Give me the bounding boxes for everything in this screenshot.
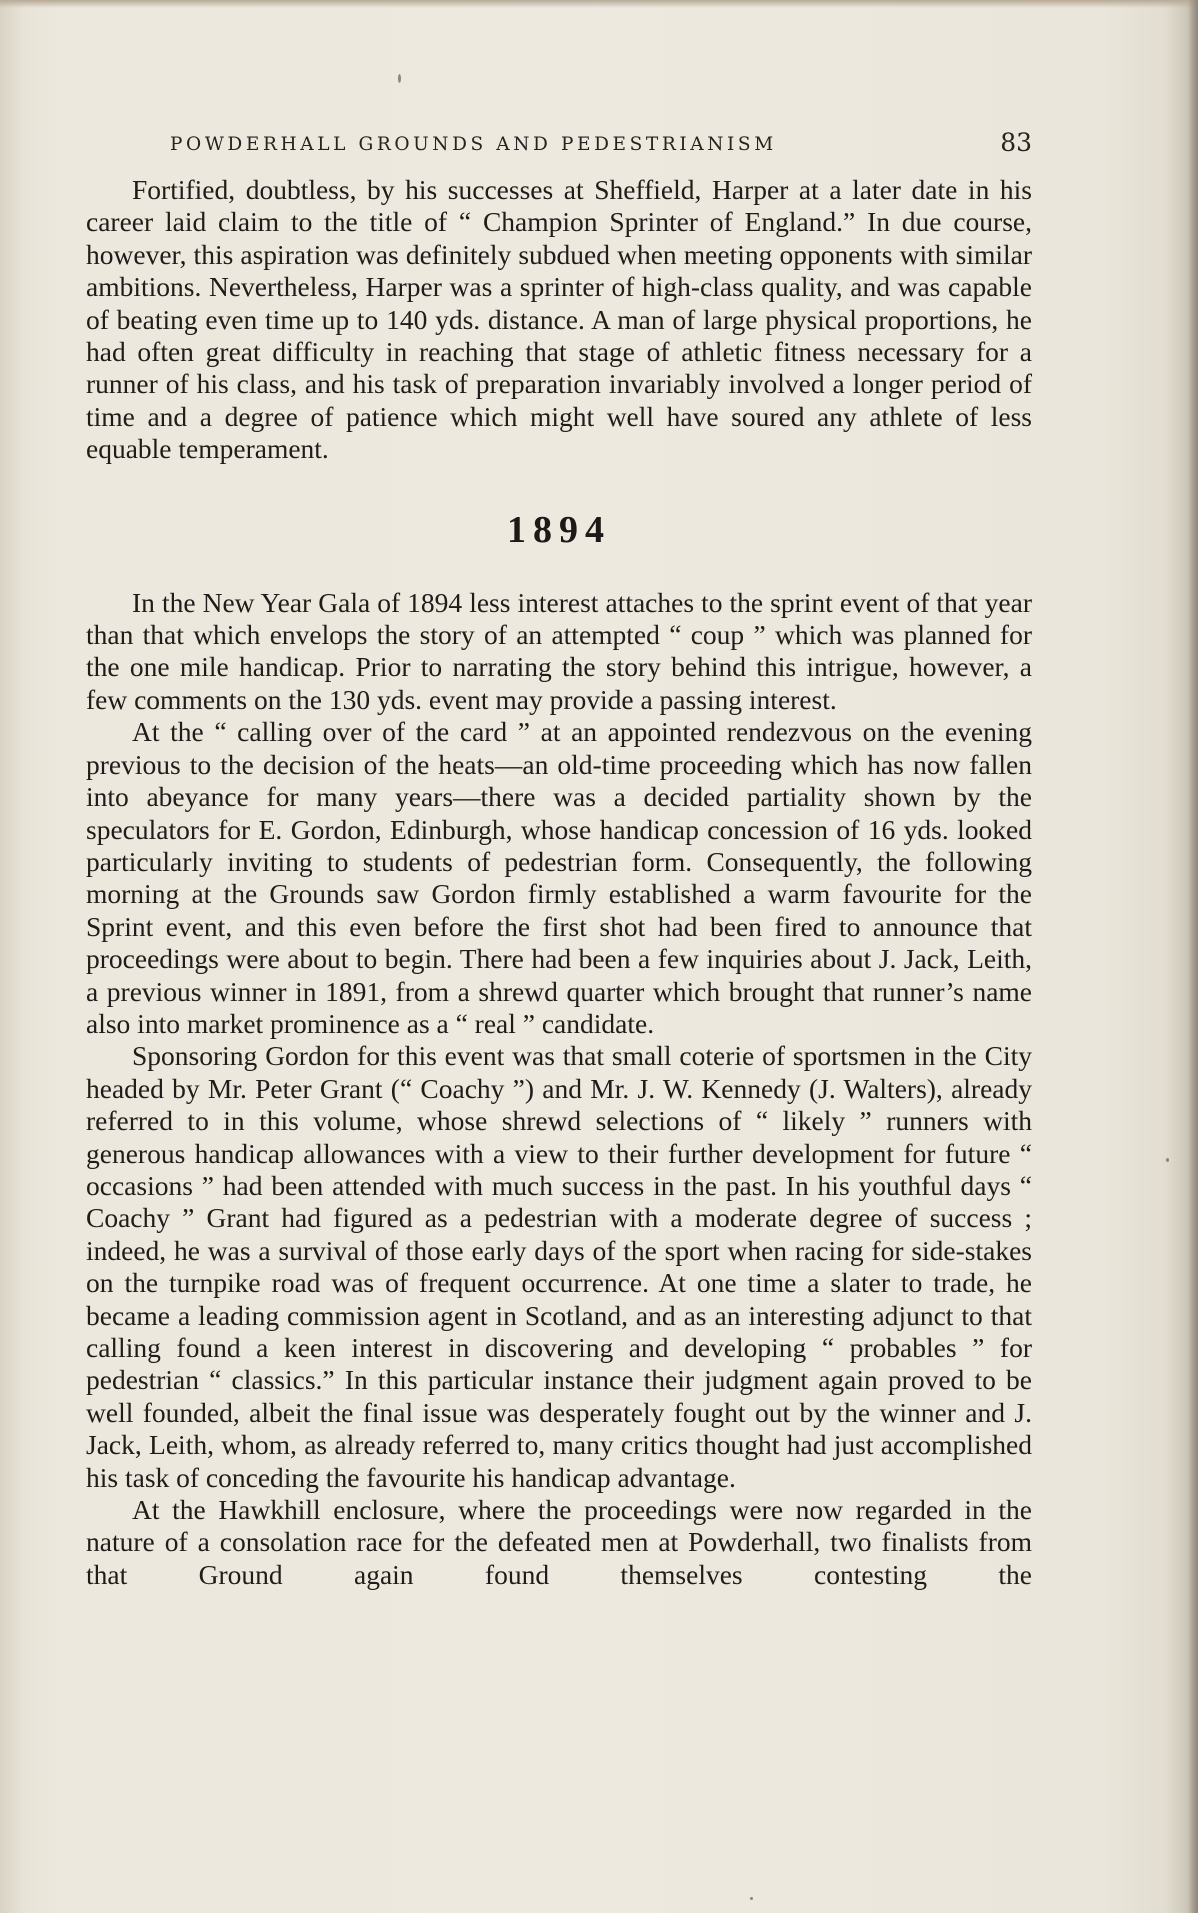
paragraph: At the “ calling over of the card ” at an appointed rendezvous on the evening previous to the decision of the heats—an old-time proceeding which has now fallen into abeyance for many years—there was a decided partiality shown by the speculators for E. Gordon, Edinburgh, whose handicap concession of 16 yds. looked particularly inviting to students of pedestrian form. Consequently, the following morning at the Grounds saw Gordon firmly established a warm favourite for the Sprint event, and this even before the first shot had been fired to announce that proceedings were about to begin. There had been a few inquiries about J. Jack, Leith, a previous winner in 1891, from a shrewd quarter which brought that runner’s name also into market prominence as a “ real ” candidate. bbox=[86, 716, 1032, 1039]
paper-speck bbox=[750, 1897, 753, 1900]
page-number: 83 bbox=[1000, 128, 1032, 157]
page-binding-edge bbox=[1188, 0, 1198, 1913]
running-title: POWDERHALL GROUNDS AND PEDESTRIANISM bbox=[170, 134, 777, 155]
paragraph: Fortified, doubtless, by his successes at Sheffield, Harper at a later date in his career laid claim to the title of “ Champion Sprinter of England.” In due course, however, this aspiration was definitely subdued when meeting opponents with similar ambitions. Nevertheless, Harper was a sprinter of high-class quality, and was capable of beating even time up to 140 yds. distance. A man of large physical proportions, he had often great difficulty in reaching that stage of athletic fitness necessary for a runner of his class, and his task of preparation invariably involved a longer period of time and a degree of patience which might well have soured any athlete of less equable temperament. bbox=[86, 174, 1032, 465]
page-top-shadow bbox=[0, 0, 1198, 8]
section-heading: 1894 bbox=[507, 508, 611, 551]
running-head bbox=[170, 128, 1040, 162]
paper-speck bbox=[1166, 1158, 1169, 1162]
paper-speck bbox=[398, 74, 401, 83]
body-text bbox=[86, 174, 1032, 1591]
paragraph: Sponsoring Gordon for this event was that small coterie of sportsmen in the City headed by Mr. Peter Grant (“ Coachy ”) and Mr. J. W. Kennedy (J. Walters), already referred to in this volume, whose shrewd selections of “ likely ” runners with generous handicap allowances with a view to their further development for future “ occasions ” had been attended with much success in the past. In his youthful days “ Coachy ” Grant had figured as a pedestrian with a moderate degree of success ; indeed, he was a survival of those early days of the sport when racing for side-stakes on the turnpike road was of frequent occurrence. At one time a slater to trade, he became a leading commission agent in Scotland, and as an interesting adjunct to that calling found a keen interest in discovering and developing “ probables ” for pedestrian “ classics.” In this particular instance their judgment again proved to be well founded, albeit the final issue was desperately fought out by the winner and J. Jack, Leith, whom, as already referred to, many critics thought had just accomplished his task of conceding the favourite his handicap advantage. bbox=[86, 1040, 1032, 1493]
paragraph: At the Hawkhill enclosure, where the proceedings were now regarded in the nature of a consolation race for the defeated men at Powderhall, two finalists from that Ground again found themselves contesting the bbox=[86, 1494, 1032, 1590]
paragraph: In the New Year Gala of 1894 less interest attaches to the sprint event of that year than that which envelops the story of an attempted “ coup ” which was planned for the one mile handicap. Prior to narrating the story behind this intrigue, however, a few comments on the 130 yds. event may provide a passing interest. bbox=[86, 586, 1032, 715]
